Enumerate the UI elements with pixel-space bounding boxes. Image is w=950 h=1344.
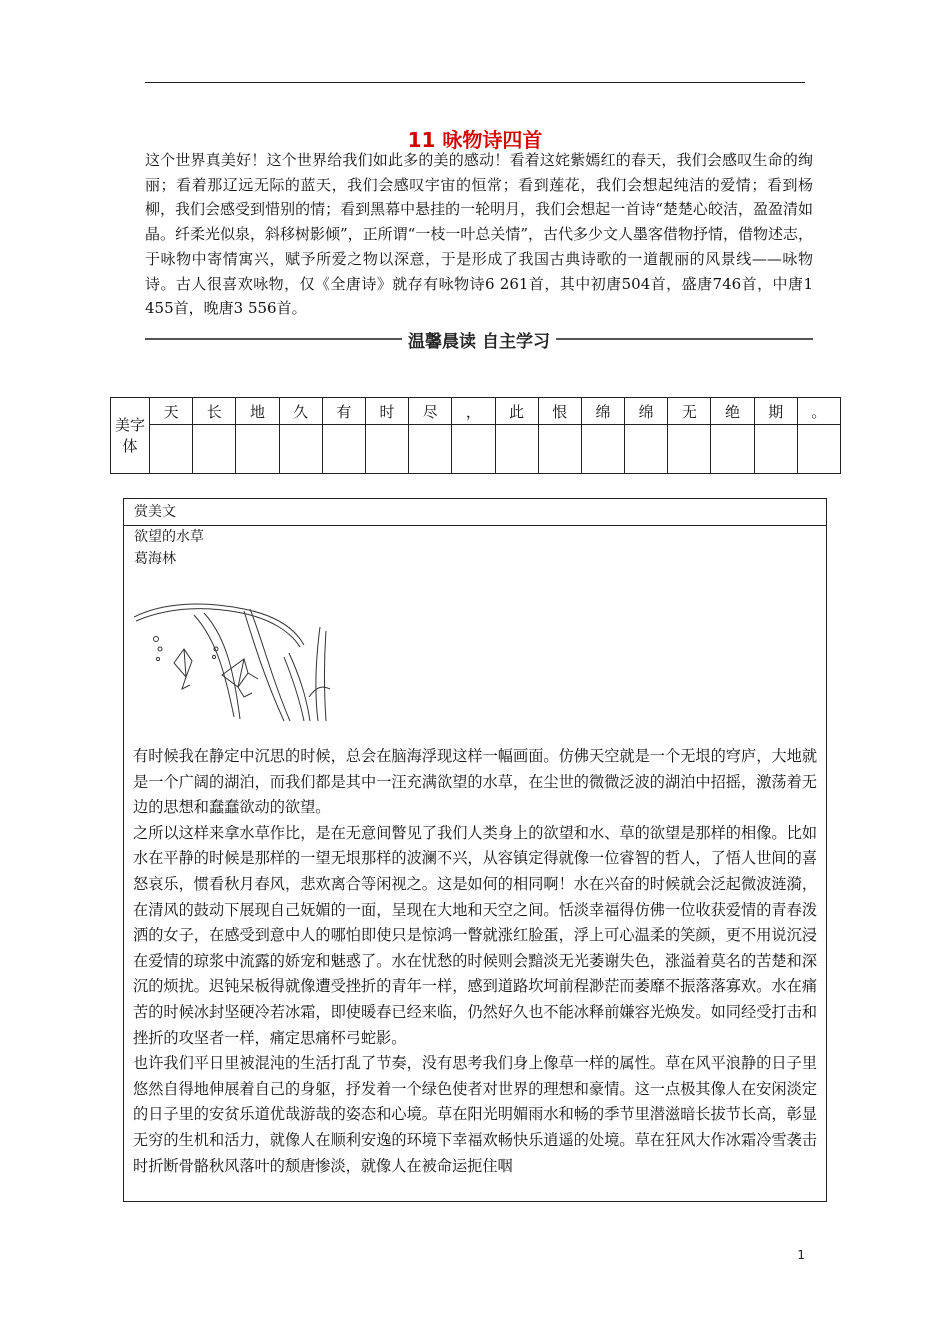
calligraphy-char: ， bbox=[452, 398, 495, 425]
calligraphy-row-label: 美字体 bbox=[111, 398, 150, 474]
calligraphy-char: 尽 bbox=[409, 398, 452, 425]
banner-line-right bbox=[556, 338, 813, 340]
practice-cell bbox=[409, 425, 452, 474]
calligraphy-char: 。 bbox=[797, 398, 840, 425]
reading-box-header: 赏美文 bbox=[124, 499, 826, 526]
essay-title: 欲望的水草 bbox=[134, 529, 204, 545]
calligraphy-char: 此 bbox=[495, 398, 538, 425]
section-heading: 温馨晨读 自主学习 bbox=[408, 331, 550, 352]
calligraphy-char: 恨 bbox=[538, 398, 581, 425]
waterweed-fish-illustration bbox=[134, 597, 334, 723]
essay-body bbox=[133, 744, 817, 1179]
practice-cell bbox=[452, 425, 495, 474]
practice-cell bbox=[581, 425, 624, 474]
practice-cell bbox=[711, 425, 754, 474]
practice-cell bbox=[495, 425, 538, 474]
section-banner bbox=[145, 324, 813, 354]
practice-cell bbox=[279, 425, 322, 474]
calligraphy-char: 绵 bbox=[625, 398, 668, 425]
essay-paragraph: 有时候我在静定中沉思的时候，总会在脑海浮现这样一幅画面。仿佛天空就是一个无垠的穹庐，大地就是一个广阔的湖泊，而我们都是其中一汪充满欲望的水草，在尘世的微微泛波的湖泊中招摇，激荡着无边的思想和蠢蠢欲动的欲望。 bbox=[133, 747, 817, 817]
practice-cell bbox=[322, 425, 365, 474]
essay-paragraph: 也许我们平日里被混沌的生活打乱了节奏，没有思考我们身上像草一样的属性。草在风平浪静的日子里悠然自得地伸展着自己的身躯，抒发着一个绿色使者对世界的理想和豪情。这一点极其像人在安闲淡定的日子里的安贫乐道优哉游哉的姿态和心境。草在阳光明媚雨水和畅的季节里潜滋暗长拔节长高，彰显无穷的生机和活力，就像人在顺利安逸的环境下幸福欢畅快乐逍遥的处境。草在狂风大作冰霜冷雪袭击时折断骨骼秋风落叶的颓唐惨淡，就像人在被命运扼住咽 bbox=[133, 1054, 817, 1175]
calligraphy-char: 长 bbox=[193, 398, 236, 425]
practice-cell bbox=[625, 425, 668, 474]
practice-cell bbox=[754, 425, 797, 474]
calligraphy-char: 无 bbox=[668, 398, 711, 425]
calligraphy-char: 绵 bbox=[581, 398, 624, 425]
practice-cell bbox=[668, 425, 711, 474]
practice-cell bbox=[797, 425, 840, 474]
page-title: 11 咏物诗四首 bbox=[407, 128, 543, 152]
calligraphy-practice-row bbox=[111, 425, 841, 474]
header-rule bbox=[145, 82, 805, 83]
practice-cell bbox=[236, 425, 279, 474]
calligraphy-char-row bbox=[111, 398, 841, 425]
intro-paragraph: 这个世界真美好！这个世界给我们如此多的美的感动！看着这姹紫嫣红的春天，我们会感叹生命的绚丽；看着那辽远无际的蓝天，我们会感叹宇宙的恒常；看到莲花，我们会想起纯洁的爱情；看到杨柳，我们会感受到惜别的情；看到黑幕中悬挂的一轮明月，我们会想起一首诗“楚楚心皎洁，盈盈清如晶。纤柔光似泉，斜移树影倾”，正所谓“一枝一叶总关情”，古代多少文人墨客借物抒情，借物述志，于咏物中寄情寓兴，赋予所爱之物以深意，于是形成了我国古典诗歌的一道靓丽的风景线——咏物诗。古人很喜欢咏物，仅《全唐诗》就存有咏物诗6 261首，其中初唐504首，盛唐746首，中唐1 455首，晚唐3 556首。 bbox=[145, 151, 814, 318]
calligraphy-char: 有 bbox=[322, 398, 365, 425]
essay-author: 葛海林 bbox=[134, 551, 176, 567]
calligraphy-char: 绝 bbox=[711, 398, 754, 425]
calligraphy-char: 时 bbox=[365, 398, 408, 425]
practice-cell bbox=[538, 425, 581, 474]
calligraphy-char: 久 bbox=[279, 398, 322, 425]
practice-cell bbox=[193, 425, 236, 474]
calligraphy-char: 天 bbox=[150, 398, 193, 425]
essay-paragraph: 之所以这样来拿水草作比，是在无意间瞥见了我们人类身上的欲望和水、草的欲望是那样的相像。比如水在平静的时候是那样的一望无垠那样的波澜不兴，从容镇定得就像一位睿智的哲人，了悟人世间的喜怒哀乐，惯看秋月春风，悲欢离合等闲视之。这是如何的相同啊！水在兴奋的时候就会泛起微波涟漪，在清风的鼓动下展现自己妩媚的一面，呈现在大地和天空之间。恬淡幸福得仿佛一位收获爱情的青春泼洒的女子，在感受到意中人的哪怕即使只是惊鸿一瞥就涨红脸蛋，浮上可心温柔的笑颜，更不用说沉浸在爱情的琼浆中流露的娇宠和魅惑了。水在忧愁的时候则会黯淡无光萎谢失色，涨溢着莫名的苦楚和深沉的烦扰。迟钝呆板得就像遭受挫折的青年一样，感到道路坎坷前程渺茫而萎靡不振落落寡欢。水在痛苦的时候冰封坚硬冷若冰霜，即使暖春已经来临，仍然好久也不能冰释前嫌容光焕发。如同经受打击和挫折的攻坚者一样，痛定思痛杯弓蛇影。 bbox=[133, 823, 817, 1047]
banner-line-left bbox=[145, 338, 402, 340]
calligraphy-table bbox=[110, 397, 841, 474]
practice-cell bbox=[150, 425, 193, 474]
page-number: 1 bbox=[797, 1248, 805, 1262]
reading-box bbox=[123, 498, 827, 1202]
practice-cell bbox=[365, 425, 408, 474]
calligraphy-char: 地 bbox=[236, 398, 279, 425]
calligraphy-char: 期 bbox=[754, 398, 797, 425]
